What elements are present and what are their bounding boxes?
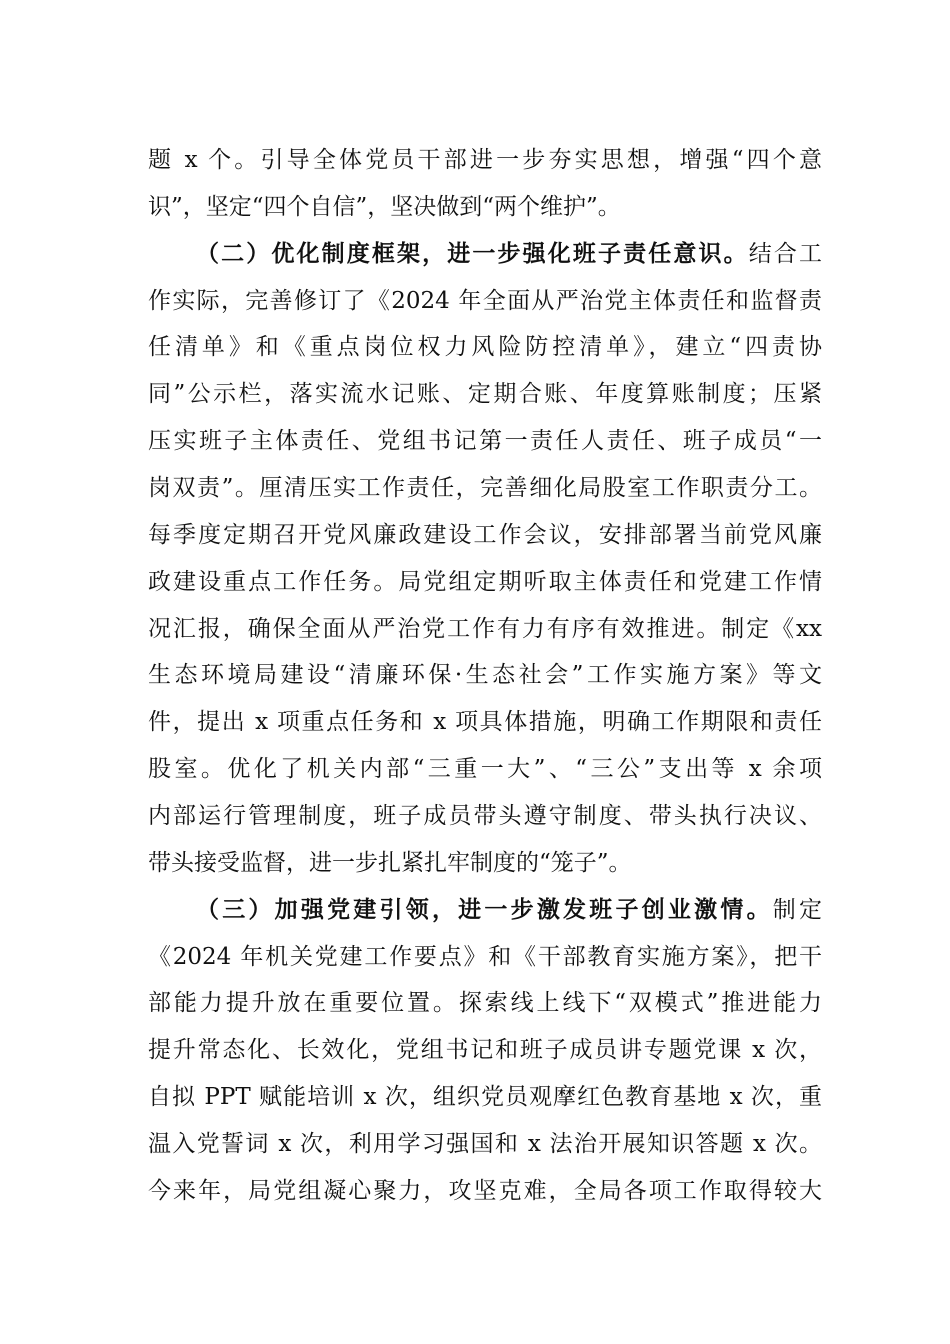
line-text: 识”，坚定“四个自信”，坚决做到“两个维护”。 [148,193,621,220]
line-text: 任清单》和《重点岗位权力风险防控清单》，建立“四责协 [148,334,822,361]
line-text: 今来年，局党组凝心聚力，攻坚克难，全局各项工作取得较大 [148,1177,822,1204]
line-text: 提升常态化、长效化，党组书记和班子成员讲专题党课 x 次， [148,1037,822,1064]
line-text: 《2024 年机关党建工作要点》和《干部教育实施方案》，把干 [148,943,822,970]
text-line [148,518,822,552]
text-line [148,1174,822,1208]
line-text: 温入党誓词 x 次，利用学习强国和 x 法治开展知识答题 x 次。 [148,1131,822,1158]
line-text: 件，提出 x 项重点任务和 x 项具体措施，明确工作期限和责任 [148,709,822,736]
text-line [148,1033,822,1067]
text-line [148,424,822,458]
line-text: 每季度定期召开党风廉政建设工作会议，安排部署当前党风廉 [148,521,822,548]
line-text: 结合工 [748,240,822,267]
text-line [148,284,822,318]
line-text: 同”公示栏，落实流水记账、定期合账、年度算账制度；压紧 [148,381,822,408]
line-text: 股室。优化了机关内部“三重一大”、“三公”支出等 x 余项 [148,756,822,783]
text-line [148,190,822,224]
text-line [148,471,822,505]
line-text: 生态环境局建设“清廉环保·生态社会”工作实施方案》等文 [148,662,822,689]
paragraph-heading-line [196,237,822,271]
text-line [148,143,822,177]
text-line [148,612,822,646]
text-line [148,377,822,411]
text-line [148,565,822,599]
line-text: 况汇报，确保全面从严治党工作有力有序有效推进。制定《xx [148,615,822,642]
text-line [148,1080,822,1114]
text-line [148,799,822,833]
line-text: 作实际，完善修订了《2024 年全面从严治党主体责任和监督责 [148,287,822,314]
text-line [148,752,822,786]
line-text: 内部运行管理制度，班子成员带头遵守制度、带头执行决议、 [148,803,822,830]
line-text: 带头接受监督，进一步扎紧扎牢制度的“笼子”。 [148,849,632,876]
text-line [148,846,822,880]
text-line [148,940,822,974]
section-heading: （二）优化制度框架，进一步强化班子责任意识。 [196,239,749,267]
text-line [148,705,822,739]
line-text: 政建设重点工作任务。局党组定期听取主体责任和党建工作情 [148,568,822,595]
line-text: 制定 [772,896,823,923]
section-heading: （三）加强党建引领，进一步激发班子创业激情。 [196,895,773,923]
text-line [148,986,822,1020]
line-text: 岗双责”。厘清压实工作责任，完善细化局股室工作职责分工。 [148,475,822,502]
line-text: 部能力提升放在重要位置。探索线上线下“双模式”推进能力 [148,990,822,1017]
line-text: 压实班子主体责任、党组书记第一责任人责任、班子成员“一 [148,428,822,455]
text-line [148,658,822,692]
line-text: 题 x 个。引导全体党员干部进一步夯实思想，增强“四个意 [148,147,822,173]
text-line [148,330,822,364]
paragraph-heading-line [196,893,822,927]
line-text: 自拟 PPT 赋能培训 x 次，组织党员观摩红色教育基地 x 次，重 [148,1084,822,1111]
text-line [148,1127,822,1161]
